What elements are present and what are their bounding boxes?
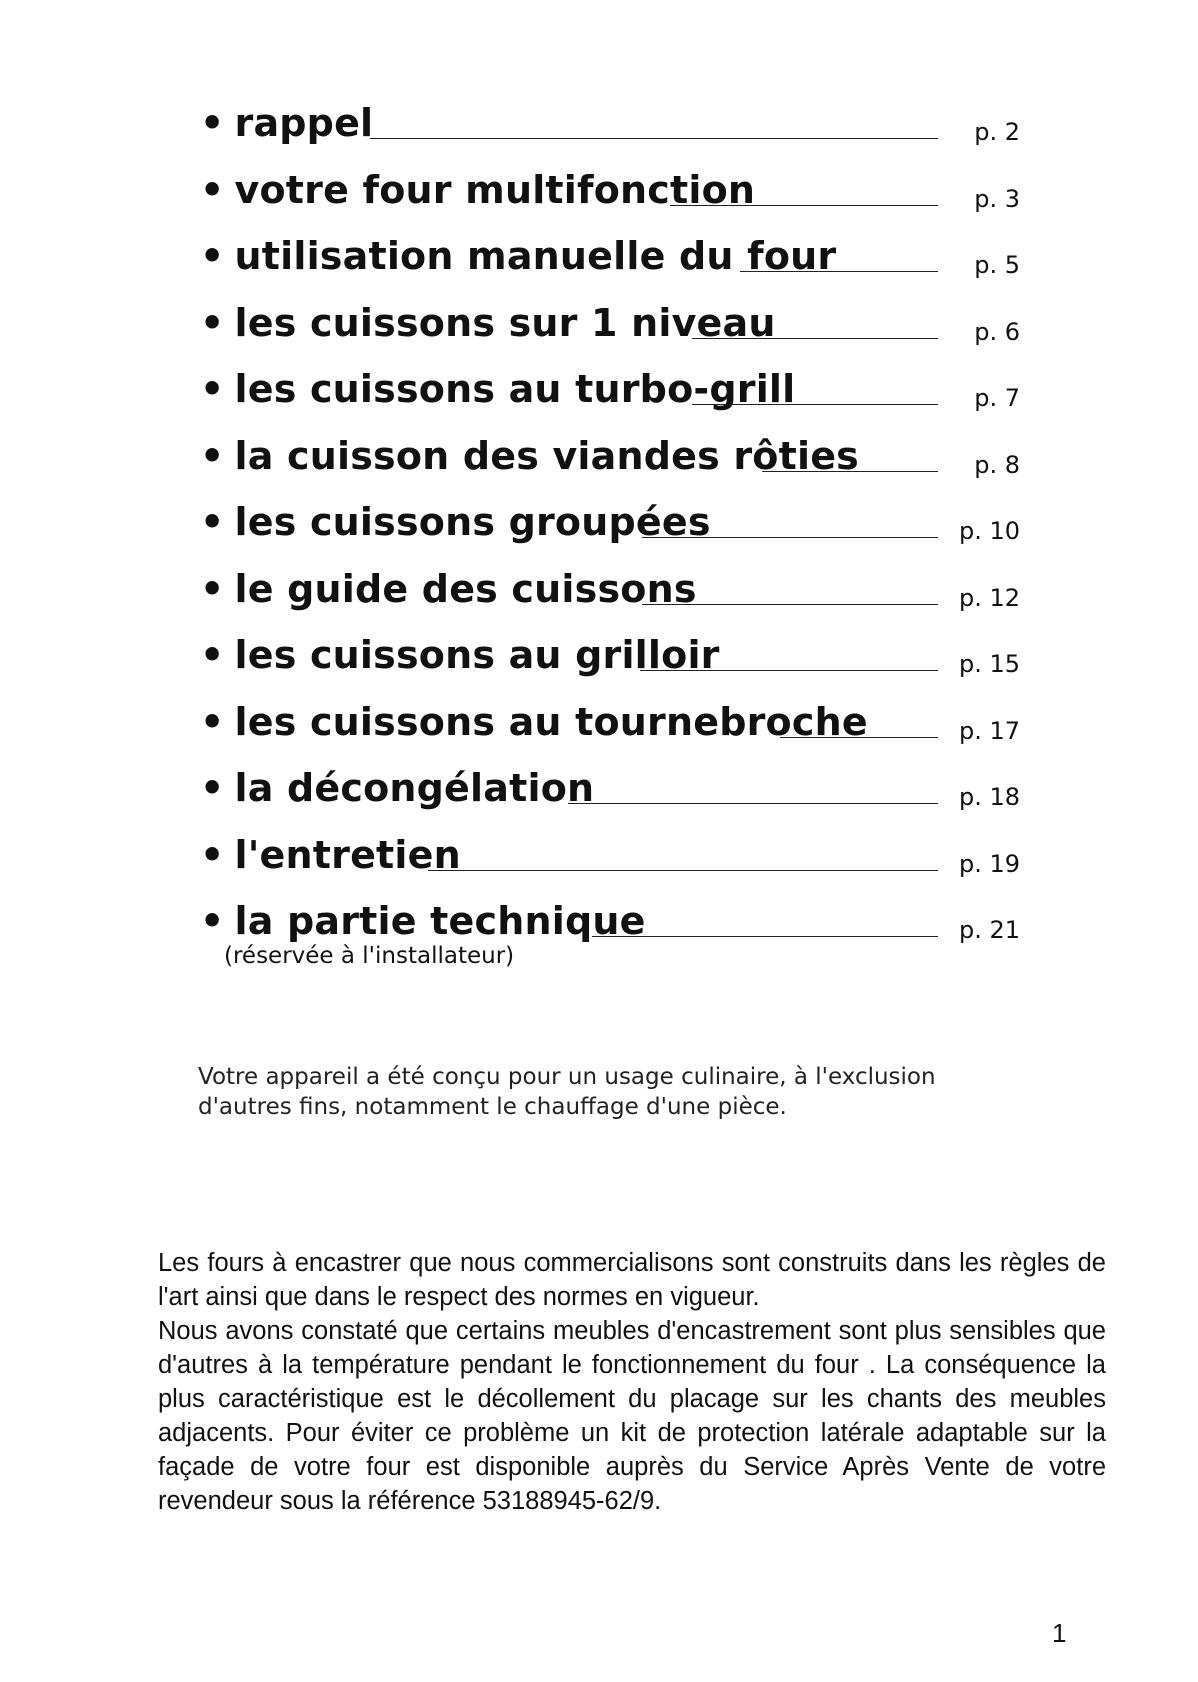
toc-item-page: p. 5 [974,251,1020,279]
toc-item-title: • les cuissons sur 1 niveau [200,300,776,345]
toc-item-page: p. 3 [974,184,1020,213]
bullet-icon: • [200,234,225,278]
toc-leader-line [670,205,938,206]
toc-item-title: • la cuisson des viandes rôties [200,433,859,478]
bullet-icon: • [200,167,225,212]
toc-item-page: p. 17 [958,716,1020,745]
toc-leader-line [780,737,938,738]
toc-item[interactable] [200,431,1030,498]
toc-item-title: • les cuissons au grilloir [200,633,720,677]
toc-item-title: • rappel [200,101,374,145]
toc-item-title: • les cuissons groupées [200,500,711,544]
bullet-icon: • [200,566,225,611]
usage-notice [198,1062,1058,1122]
bullet-icon: • [200,766,225,810]
toc-item-title: • le guide des cuissons [200,566,697,611]
toc-leader-line [692,404,938,405]
bullet-icon: • [200,699,225,744]
toc-item[interactable] [200,231,1030,298]
toc-item-page: p. 10 [958,517,1020,545]
toc-item-page: p. 19 [958,849,1020,878]
toc-item-page: p. 7 [974,384,1020,412]
warning-paragraph: Nous avons constaté que certains meubles d'encastrement sont plus sensibles que d'autres à la température pendant le fonctionnement du four . La conséquence la plus caractéristique est le décollement du placage sur les chants des meubles adjacents. Pour éviter ce problème un kit de protection latérale adaptable sur la façade de votre four est disponible auprès du Service Après Vente de votre revendeur sous la référence 53188945-62/9. [158,1317,1106,1515]
toc-item-title: • les cuissons au tournebroche [200,699,868,744]
toc-leader-line [692,338,938,339]
toc-item-page: p. 18 [958,783,1020,811]
toc-item-title: • votre four multifonction [200,167,756,212]
warning-paragraph: Les fours à encastrer que nous commercialisons sont construits dans les règles de l'art ainsi que dans le respect des normes en vigueur. [158,1249,1106,1311]
toc-leader-line [642,604,938,605]
toc-item-page: p. 6 [974,317,1020,346]
toc-item-title: • la partie technique [200,899,646,943]
toc-item[interactable] [200,763,1030,830]
toc-leader-line [568,803,938,804]
usage-notice-line: Votre appareil a été conçu pour un usage culinaire, à l'exclusion [198,1064,936,1090]
toc-item-title: • utilisation manuelle du four [200,234,837,278]
bullet-icon: • [200,633,225,677]
toc-item[interactable] [200,497,1030,564]
toc-item[interactable] [200,896,1030,969]
toc-leader-line [370,138,938,139]
usage-notice-line: d'autres fins, notamment le chauffage d'une pièce. [198,1094,787,1120]
bullet-icon: • [200,832,225,877]
toc-item[interactable] [200,830,1030,897]
bullet-icon: • [200,101,225,145]
bullet-icon: • [200,367,225,411]
table-of-contents [200,98,1030,969]
toc-leader-line [592,936,938,937]
toc-item-title: • les cuissons au turbo-grill [200,367,796,411]
toc-item-page: p. 8 [974,450,1020,479]
toc-item-title: • la décongélation [200,766,595,810]
bullet-icon: • [200,433,225,478]
bullet-icon: • [200,500,225,544]
toc-item[interactable] [200,364,1030,431]
toc-item-page: p. 2 [974,118,1020,146]
toc-item[interactable] [200,564,1030,631]
toc-leader-line [640,670,938,671]
toc-leader-line [740,271,938,272]
toc-leader-line [642,537,938,538]
toc-item[interactable] [200,298,1030,365]
toc-item-page: p. 15 [958,650,1020,678]
toc-leader-line [428,870,938,871]
toc-item[interactable] [200,697,1030,764]
toc-item[interactable] [200,630,1030,697]
toc-item[interactable] [200,98,1030,165]
toc-item[interactable] [200,165,1030,232]
toc-item-page: p. 21 [958,916,1020,944]
installation-warning [158,1246,1106,1518]
bullet-icon: • [200,300,225,345]
toc-leader-line [762,471,938,472]
toc-item-subtitle: (réservée à l'installateur) [224,943,515,969]
bullet-icon: • [200,899,225,943]
toc-item-title: • l'entretien [200,832,461,877]
toc-item-page: p. 12 [958,583,1020,612]
page-number: 1 [1052,1618,1067,1648]
